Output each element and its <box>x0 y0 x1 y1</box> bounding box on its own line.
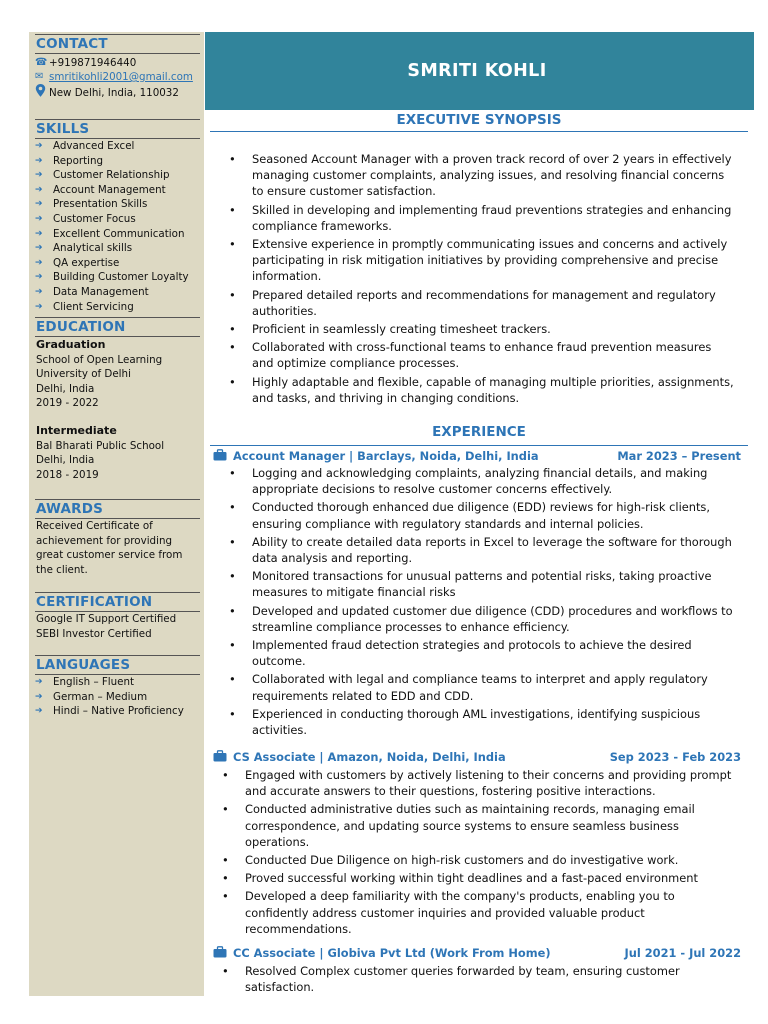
job-bullet <box>226 534 741 566</box>
job-header <box>213 945 741 961</box>
job-text: Implemented fraud detection strategies and protocols to achieve the desired outcome. <box>252 638 692 669</box>
job-bullet <box>226 706 741 738</box>
name-banner <box>205 32 754 110</box>
skill-item <box>35 256 200 271</box>
bullet-dot-icon: • <box>229 340 236 355</box>
arrow-bullet-icon: ➔ <box>35 184 43 195</box>
arrow-bullet-icon: ➔ <box>35 228 43 239</box>
synopsis-text: Prepared detailed reports and recommendations for management and regulatory authorities. <box>252 287 716 318</box>
skill-item <box>35 227 200 242</box>
graduation-school: School of Open Learning <box>36 353 163 366</box>
location-text: New Delhi, India, 110032 <box>49 87 179 99</box>
skills-list <box>35 139 200 314</box>
bullet-dot-icon: • <box>222 802 229 817</box>
skill-label: Excellent Communication <box>53 227 185 240</box>
phone-number: +919871946440 <box>49 57 137 69</box>
bullet-dot-icon: • <box>229 152 236 166</box>
language-label: German – Medium <box>53 690 148 703</box>
certification-heading: CERTIFICATION <box>35 592 200 612</box>
arrow-bullet-icon: ➔ <box>35 155 43 166</box>
job-text: Developed and updated customer due diligence (CDD) procedures and workflows to streamline compliance processes to enhance efficiency. <box>252 603 733 634</box>
job-bullet <box>226 637 741 669</box>
bullet-dot-icon: • <box>222 871 229 886</box>
awards-line-2: achievement for providing <box>36 534 173 547</box>
graduation-years: 2019 - 2022 <box>36 397 99 410</box>
awards-section <box>35 499 200 577</box>
job-bullet <box>219 767 734 799</box>
arrow-bullet-icon: ➔ <box>35 141 43 151</box>
graduation-label: Graduation <box>36 338 106 351</box>
job-bullet <box>226 465 741 497</box>
contact-heading: CONTACT <box>35 34 200 54</box>
phone-row <box>35 56 200 70</box>
arrow-bullet-icon: ➔ <box>35 272 43 283</box>
synopsis-text: Proficient in seamlessly creating timesheet trackers. <box>252 322 551 337</box>
job-text: Conducted administrative duties such as maintaining records, managing email correspondence, and updating source systems to ensure seamless business operations. <box>245 802 695 849</box>
skill-item <box>35 154 200 169</box>
intermediate-label: Intermediate <box>36 423 117 437</box>
job-title: CC Associate | Globiva Pvt Ltd (Work From Home) <box>233 946 551 960</box>
job-text: Resolved Complex customer queries forwarded by team, ensuring customer satisfaction. <box>245 964 680 995</box>
skill-label: Analytical skills <box>53 242 133 255</box>
skill-item <box>35 241 200 256</box>
awards-heading: AWARDS <box>35 499 200 519</box>
location-row <box>35 84 200 102</box>
intermediate-location: Delhi, India <box>36 454 95 467</box>
intermediate-school: Bal Bharati Public School <box>36 439 165 452</box>
job-header <box>213 749 741 765</box>
synopsis-text: Highly adaptable and flexible, capable of managing multiple priorities, assignments, and tasks, and thriving in changing conditions. <box>252 374 734 405</box>
languages-list <box>35 675 200 719</box>
envelope-icon: ✉ <box>35 71 44 82</box>
certification-1: Google IT Support Certified <box>36 613 177 625</box>
bullet-dot-icon: • <box>222 853 229 868</box>
synopsis-bullet <box>226 321 736 337</box>
briefcase-icon <box>213 946 233 961</box>
arrow-bullet-icon: ➔ <box>35 286 43 297</box>
skill-item <box>35 212 200 227</box>
synopsis-heading: EXECUTIVE SYNOPSIS <box>210 111 748 132</box>
language-item <box>35 704 200 719</box>
graduation-university: University of Delhi <box>36 368 131 381</box>
arrow-bullet-icon: ➔ <box>35 199 43 210</box>
candidate-name: SMRITI KOHLI <box>407 61 547 81</box>
job-text: Conducted Due Diligence on high-risk customers and do investigative work. <box>245 853 679 868</box>
synopsis-text: Skilled in developing and implementing fraud preventions strategies and enhancing compliance frameworks. <box>252 202 732 233</box>
skill-item <box>35 197 200 212</box>
bullet-dot-icon: • <box>229 202 236 217</box>
bullet-dot-icon: • <box>229 322 236 337</box>
synopsis-text: Seasoned Account Manager with a proven track record of over 2 years in effectively managing customer complaints, analyzing issues, and resolving financial concerns to ensure customer satisfaction. <box>252 152 732 199</box>
bullet-dot-icon: • <box>229 706 236 721</box>
languages-section <box>35 655 200 719</box>
skill-item <box>35 139 200 154</box>
job-text: Engaged with customers by actively listening to their concerns and providing prompt and accurate answers to their questions, fostering positive interactions. <box>245 768 732 799</box>
skills-section <box>35 119 200 314</box>
arrow-bullet-icon: ➔ <box>35 691 43 702</box>
job-text: Experienced in conducting thorough AML investigations, identifying suspicious activities. <box>252 706 701 738</box>
bullet-dot-icon: • <box>229 638 236 653</box>
awards-line-1: Received Certificate of <box>36 520 153 532</box>
arrow-bullet-icon: ➔ <box>35 170 43 181</box>
skill-label: Advanced Excel <box>53 140 135 152</box>
synopsis-bullet <box>226 151 736 200</box>
skill-item <box>35 270 200 285</box>
job-bullets <box>219 767 734 939</box>
certification-2: SEBI Investor Certified <box>36 627 152 640</box>
bullet-dot-icon: • <box>229 672 236 687</box>
arrow-bullet-icon: ➔ <box>35 706 43 717</box>
bullet-dot-icon: • <box>229 603 236 618</box>
bullet-dot-icon: • <box>222 768 229 782</box>
job-bullet <box>219 852 734 868</box>
arrow-bullet-icon: ➔ <box>35 301 43 312</box>
synopsis-text: Collaborated with cross-functional teams to enhance fraud prevention measures and optimize compliance processes. <box>252 340 712 371</box>
skill-label: Reporting <box>53 154 104 167</box>
skill-label: Building Customer Loyalty <box>53 271 189 284</box>
graduation-location: Delhi, India <box>36 382 95 395</box>
certification-section <box>35 592 200 641</box>
language-label: Hindi – Native Proficiency <box>53 705 184 718</box>
synopsis-text: Extensive experience in promptly communicating issues and concerns and actively participating in risk mitigation initiatives by providing comprehensive and precise information. <box>252 237 728 284</box>
synopsis-bullet <box>226 339 736 371</box>
skills-heading: SKILLS <box>35 119 200 139</box>
education-section <box>35 317 200 482</box>
synopsis-list <box>226 151 736 408</box>
briefcase-icon <box>213 449 233 464</box>
skill-label: Account Management <box>53 183 166 196</box>
skill-label: Data Management <box>53 285 149 298</box>
skill-item <box>35 300 200 315</box>
skill-label: QA expertise <box>53 256 120 269</box>
job-text: Ability to create detailed data reports in Excel to leverage the software for thorough data analysis and reporting. <box>252 534 732 566</box>
skill-label: Customer Relationship <box>53 169 170 182</box>
phone-icon: ☎ <box>35 57 48 68</box>
email-row[interactable] <box>35 70 200 84</box>
bullet-dot-icon: • <box>229 534 236 549</box>
synopsis-bullet <box>226 236 736 285</box>
arrow-bullet-icon: ➔ <box>35 213 43 224</box>
bullet-dot-icon: • <box>229 374 236 389</box>
experience-heading: EXPERIENCE <box>210 423 748 446</box>
job-text: Monitored transactions for unusual patterns and potential risks, taking proactive measures to mitigate financial risks <box>252 569 712 600</box>
awards-line-3: great customer service from <box>36 549 183 562</box>
arrow-bullet-icon: ➔ <box>35 257 43 268</box>
job-dates: Sep 2023 - Feb 2023 <box>609 750 741 764</box>
bullet-dot-icon: • <box>222 964 229 978</box>
bullet-dot-icon: • <box>229 287 236 302</box>
sidebar <box>29 32 204 996</box>
arrow-bullet-icon: ➔ <box>35 677 43 687</box>
bullet-dot-icon: • <box>229 569 236 584</box>
languages-heading: LANGUAGES <box>35 655 200 675</box>
skill-label: Customer Focus <box>53 212 136 225</box>
job-bullet <box>226 568 741 600</box>
job-text: Conducted thorough enhanced due diligence (EDD) reviews for high-risk clients, ensuring compliance with regulatory standards and internal policies. <box>252 500 710 531</box>
job-text: Logging and acknowledging complaints, analyzing financial details, and making appropriate decisions to resolve customer concerns effectively. <box>252 466 708 497</box>
contact-section <box>35 34 200 102</box>
language-item <box>35 690 200 705</box>
job-bullet <box>226 499 741 531</box>
job-title: CS Associate | Amazon, Noida, Delhi, India <box>233 750 506 764</box>
job-bullet <box>219 801 734 850</box>
skill-item <box>35 183 200 198</box>
job-bullet <box>219 963 734 995</box>
job-bullet <box>226 671 741 703</box>
job-dates: Jul 2021 - Jul 2022 <box>624 946 741 960</box>
job-dates: Mar 2023 – Present <box>617 449 741 463</box>
job-text: Proved successful working within tight deadlines and a fast-paced environment <box>245 871 698 886</box>
location-pin-icon <box>35 84 49 102</box>
job-header <box>213 448 741 464</box>
bullet-dot-icon: • <box>229 500 236 515</box>
email-link[interactable]: smritikohli2001@gmail.com <box>49 71 193 83</box>
skill-label: Presentation Skills <box>53 198 148 211</box>
bullet-dot-icon: • <box>222 889 229 904</box>
synopsis-bullet <box>226 202 736 234</box>
skill-item <box>35 168 200 183</box>
job-bullet <box>219 870 734 886</box>
job-bullets <box>226 465 741 740</box>
briefcase-icon <box>213 750 233 765</box>
synopsis-bullet <box>226 287 736 319</box>
education-heading: EDUCATION <box>35 317 200 337</box>
job-text: Developed a deep familiarity with the company's products, enabling you to confidently address customer inquiries and provided valuable product recommendations. <box>245 889 675 936</box>
intermediate-years: 2018 - 2019 <box>36 468 99 481</box>
job-text: Collaborated with legal and compliance teams to interpret and apply regulatory requirements related to EDD and CDD. <box>252 672 708 703</box>
job-bullet <box>219 888 734 937</box>
language-item <box>35 675 200 690</box>
bullet-dot-icon: • <box>229 466 236 480</box>
skill-item <box>35 285 200 300</box>
skill-label: Client Servicing <box>53 300 134 313</box>
bullet-dot-icon: • <box>229 237 236 252</box>
language-label: English – Fluent <box>53 676 135 688</box>
job-bullets <box>219 963 734 997</box>
job-bullet <box>226 603 741 635</box>
job-title: Account Manager | Barclays, Noida, Delhi, India <box>233 449 539 463</box>
awards-line-4: the client. <box>36 563 88 576</box>
arrow-bullet-icon: ➔ <box>35 243 43 254</box>
synopsis-bullet <box>226 374 736 406</box>
